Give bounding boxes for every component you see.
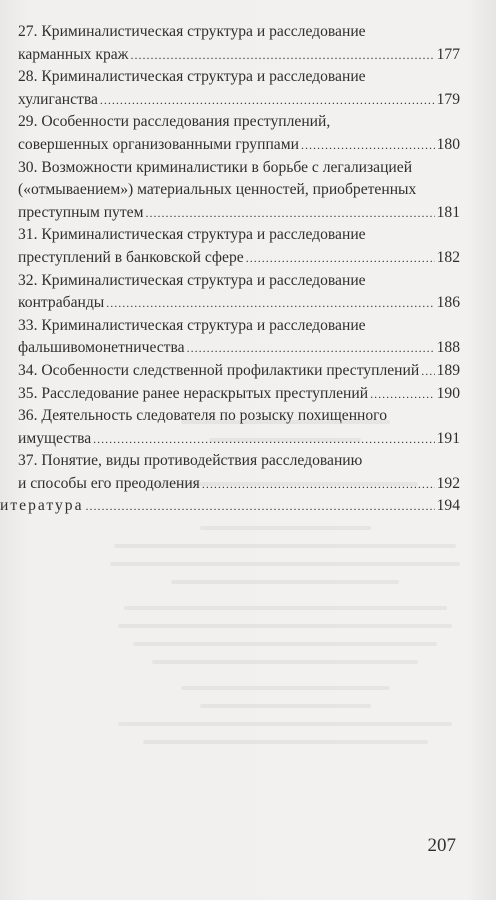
dot-leader <box>106 292 434 315</box>
dot-leader <box>145 202 434 225</box>
toc-entry <box>0 224 496 269</box>
toc-entry-literature <box>0 495 496 518</box>
toc-entry-last-line <box>0 337 460 360</box>
toc-entry-title-end: фальшивомонетничества <box>18 339 185 357</box>
toc-entry-title-continued: («отмываением») материальных ценностей, приобретенных <box>18 181 417 199</box>
toc-entry-title: 28. Криминалистическая структура и расследование <box>18 68 366 86</box>
toc-entry-last-line <box>0 495 460 518</box>
toc-entry-last-line <box>0 292 460 315</box>
toc-entry <box>0 383 496 406</box>
toc-entry-last-line <box>0 247 460 270</box>
toc-entry-last-line <box>0 44 460 67</box>
toc-entry <box>0 157 496 225</box>
toc-entry <box>0 111 496 156</box>
toc-entry-title: 33. Криминалистическая структура и расследование <box>18 316 366 334</box>
toc-page-number: 182 <box>436 248 460 266</box>
toc-entry-title-end: преступным путем <box>18 203 144 221</box>
toc-page-number: 186 <box>436 294 460 312</box>
toc-entry-last-line <box>0 202 460 225</box>
toc-entry-title-end: и способы его преодоления <box>18 474 200 492</box>
toc-page-number: 188 <box>436 339 460 357</box>
dot-leader <box>93 428 434 451</box>
toc-entry-title-end: 35. Расследование ранее нераскрытых преступлений <box>18 384 369 402</box>
dot-leader <box>86 495 435 518</box>
toc-page-number: 189 <box>436 361 460 379</box>
toc-entry-title: 27. Криминалистическая структура и расследование <box>18 23 366 40</box>
toc-page-number: 181 <box>436 203 460 221</box>
toc-entry-title: 36. Деятельность следователя по розыску похищенного <box>18 407 387 425</box>
toc-entry-last-line <box>0 383 460 406</box>
toc-entry <box>0 450 496 495</box>
toc-page-number: 194 <box>436 497 460 515</box>
literature-label: итература <box>0 497 84 515</box>
dot-leader <box>421 360 434 383</box>
toc-entry-last-line <box>0 473 460 496</box>
dot-leader <box>130 44 434 67</box>
dot-leader <box>202 473 435 496</box>
toc-entry-title: 30. Возможности криминалистики в борьбе с легализацией <box>18 158 413 176</box>
dot-leader <box>246 247 435 270</box>
toc-page-number: 192 <box>436 474 460 492</box>
toc-page-number: 191 <box>436 429 460 447</box>
toc-entry-title-end: 34. Особенности следственной профилактики преступлений <box>18 361 420 379</box>
toc-entry-title: 37. Понятие, виды противодействия расследованию <box>18 452 363 470</box>
toc-entry-title: 29. Особенности расследования преступлений, <box>18 113 331 131</box>
toc-entry-last-line <box>0 428 460 451</box>
toc-entry-last-line <box>0 89 460 112</box>
table-of-contents <box>0 21 496 518</box>
toc-entry-title-end: карманных краж <box>18 45 129 63</box>
toc-page-number: 177 <box>436 45 460 63</box>
toc-entry <box>0 21 496 66</box>
toc-entry-title: 31. Криминалистическая структура и расследование <box>18 226 366 244</box>
toc-entry-title: 32. Криминалистическая структура и расследование <box>18 271 366 289</box>
toc-entry-title-end: преступлений в банковской сфере <box>18 248 244 266</box>
dot-leader <box>370 383 435 406</box>
toc-entry-title-end: хулиганства <box>18 90 98 108</box>
dot-leader <box>100 89 435 112</box>
toc-page-number: 180 <box>436 135 460 153</box>
toc-entry-title-end: совершенных организованными группами <box>18 135 299 153</box>
toc-entry <box>0 270 496 315</box>
toc-entry <box>0 405 496 450</box>
toc-entry-title-end: контрабанды <box>18 294 105 312</box>
page-number: 207 <box>427 835 456 856</box>
dot-leader <box>301 134 435 157</box>
toc-page-number: 179 <box>436 90 460 108</box>
toc-page-number: 190 <box>436 384 460 402</box>
dot-leader <box>187 337 435 360</box>
toc-entry-title-end: имущества <box>18 429 92 447</box>
toc-entry <box>0 66 496 111</box>
toc-entry <box>0 315 496 360</box>
toc-entry-last-line <box>0 134 460 157</box>
toc-entry <box>0 360 496 383</box>
toc-entry-last-line <box>0 360 460 383</box>
